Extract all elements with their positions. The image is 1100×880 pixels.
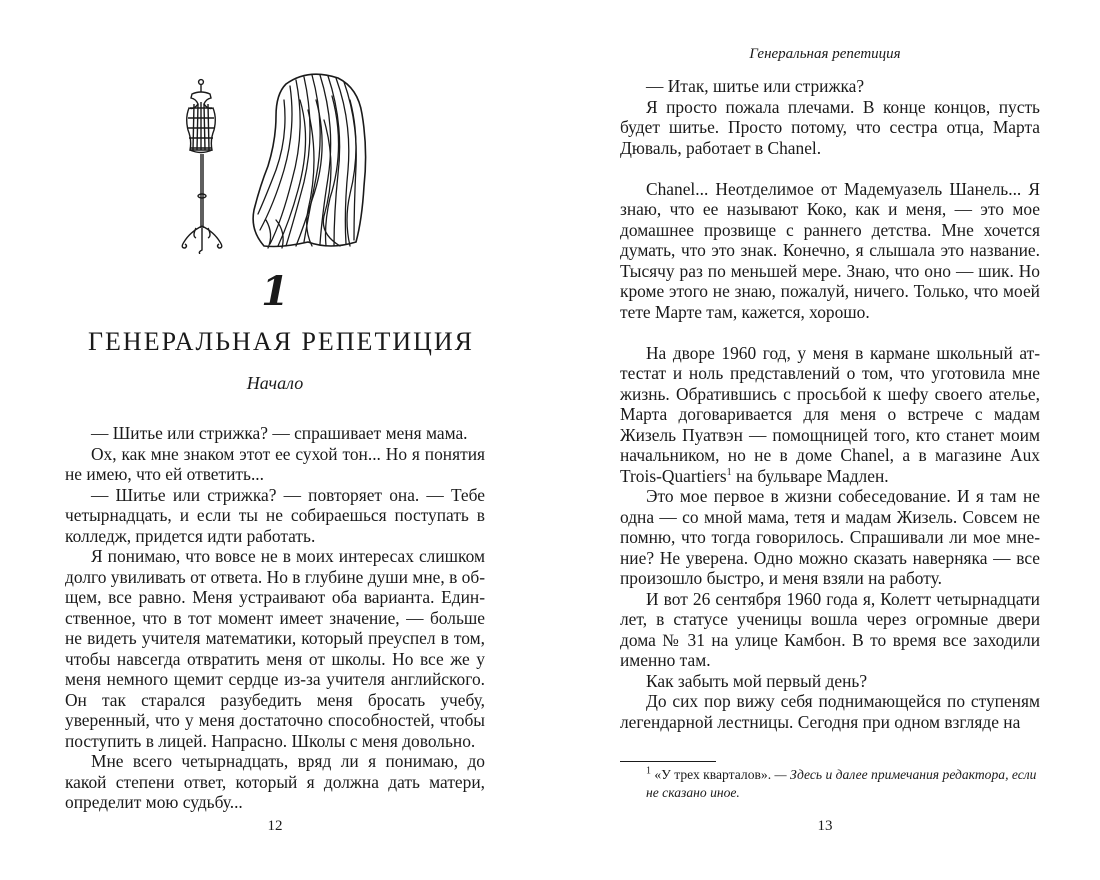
paragraph-text: На дворе 1960 год, у меня в кармане школьный аттестат и ноль представлений о том, что уготовила мне жизнь. Обратившись с просьбой к шефу своего ателье, Марта договаривается для меня о встрече с мадам Жизель Пуатвэн — помощницей того, кто станет моим начальником, но не в доме Chanel, а в магазине Aux Trois-Quartiers: [620, 342, 1040, 486]
paragraph-text: на бульваре Мадлен.: [735, 465, 889, 486]
paragraph: Это мое первое в жизни собеседование. И я там не одна — со мной мама, тетя и мадам Жизель. Совсем не помню, что тогда говорилось. Спрашивали ли мое мнение? Не уверена. Одно можно сказать наверняка — все произошло быстро, и меня взяли на работу.: [620, 486, 1040, 588]
paragraph: Ох, как мне знаком этот ее сухой тон... Но я понятия не имею, что ей ответить...: [65, 443, 485, 484]
chapter-number: 1: [261, 268, 289, 315]
footnote: [620, 766, 1040, 802]
running-head: Генеральная репетиция: [749, 46, 901, 62]
footnote-text: [620, 766, 1040, 802]
left-body-text: [65, 423, 485, 813]
paragraph: И вот 26 сентября 1960 года я, Колетт четырнадцати лет, в статусе ученицы вошла через огромные двери дома № 31 на улице Камбон. В то время все заходили именно там.: [620, 588, 1040, 670]
paragraph: До сих пор вижу себя поднимающейся по ступеням легендарной лестницы. Сегодня при одном взгляде на: [620, 691, 1040, 732]
dress-form-illustration: [170, 78, 232, 254]
chapter-subtitle: Начало: [246, 373, 304, 393]
paragraph: — Шитье или стрижка? — спрашивает меня мама.: [91, 423, 468, 443]
footnote-quote: «У трех кварталов».: [654, 767, 772, 782]
paragraph: Я понимаю, что вовсе не в моих интересах слишком долго увиливать от ответа. Но в глубине души мне, в общем, все равно. Меня устраивают оба варианта. Единственное, что в тот момент имеет значение, — больше не видеть учителя математики, который преуспел в том, чтобы навсегда отвратить меня от школы. Но все же у меня немного щемит сердце из-за учителя английского. Он так старался разубедить меня бросать учебу, уверенный, что у меня достаточно способностей, чтобы поступить в лицей. Напрасно. Школы с меня довольно.: [65, 546, 485, 751]
right-body-text: [620, 76, 1040, 732]
footnote-note: — Здесь и далее примечания редактора, если не сказано иное.: [646, 767, 1037, 800]
paragraph: Как забыть мой первый день?: [646, 670, 868, 691]
page-number-right: 13: [817, 818, 833, 834]
footnote-marker: 1: [646, 765, 651, 777]
paragraph: [620, 343, 1040, 487]
paragraph: — Итак, шитье или стрижка?: [646, 76, 865, 96]
right-page: [550, 0, 1100, 880]
chapter-title: ГЕНЕРАЛЬНАЯ РЕПЕТИЦИЯ: [88, 327, 474, 356]
paragraph: Chanel... Неотделимое от Мадемуазель Шанель... Я знаю, что ее называют Коко, как и меня, — это мое домашнее прозвище с раннего детства. Мне хочется думать, что это знак. Конечно, я слышала это название. Тысячу раз по меньшей мере. Знаю, что оно — шик. Но кроме этого не знаю, пожалуй, ничего. Только, что моей тете Марте там, кажется, хорошо.: [620, 178, 1040, 322]
footnote-reference[interactable]: 1: [726, 466, 732, 478]
paragraph: — Шитье или стрижка? — повторяет она. — Тебе четырнадцать, и если ты не собираешься поступать в колледж, придется идти работать.: [65, 484, 485, 546]
page-number-left: 12: [267, 818, 283, 834]
hair-illustration: [246, 70, 368, 250]
paragraph: Мне всего четырнадцать, вряд ли я понимаю, до какой степени ответ, который я должна дать матери, определит мою судьбу...: [65, 751, 485, 812]
paragraph: Я просто пожала плечами. В конце концов, пусть будет шитье. Просто потому, что сестра отца, Марта Дюваль, работает в Chanel.: [620, 96, 1040, 158]
footnote-rule: [620, 761, 716, 762]
